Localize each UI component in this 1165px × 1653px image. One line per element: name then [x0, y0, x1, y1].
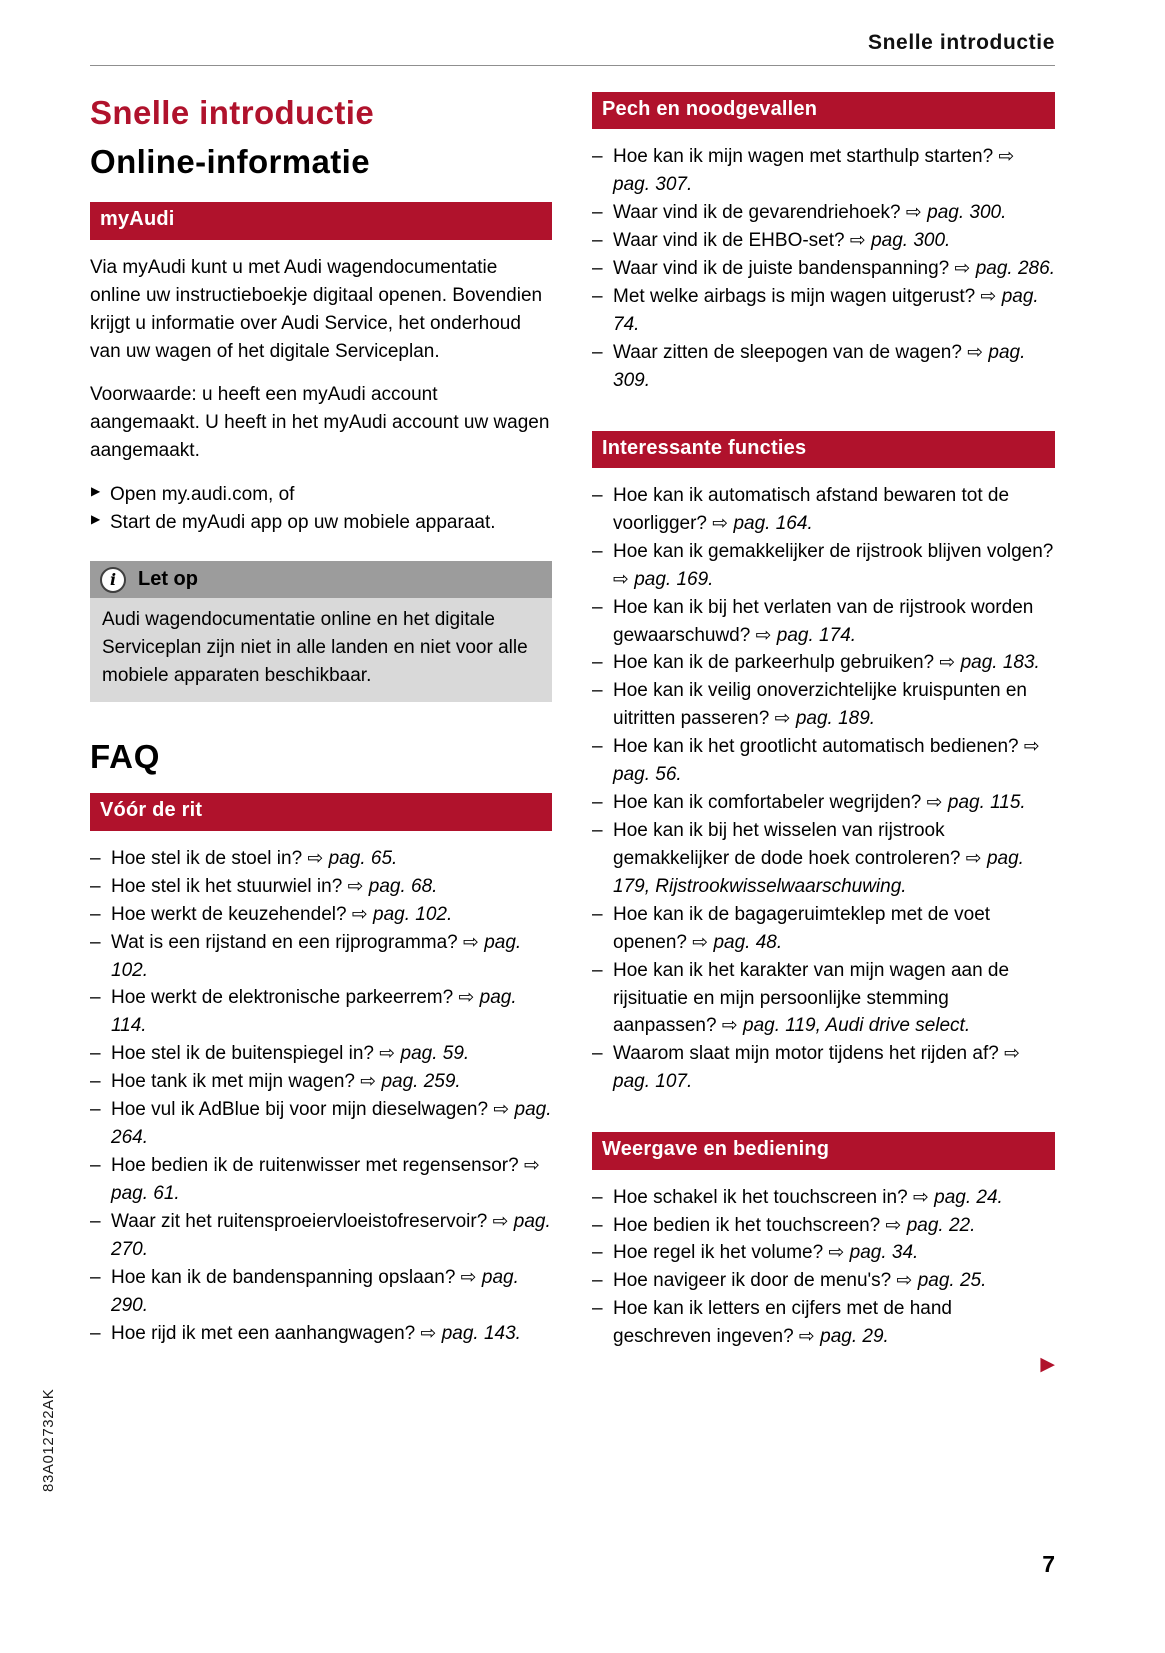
page-ref-arrow-icon: ⇨ [849, 230, 866, 252]
page-ref-text: pag. 34. [849, 1242, 919, 1264]
page-ref-arrow-icon: ⇨ [360, 1071, 377, 1093]
faq-item [592, 733, 1055, 789]
faq-item [90, 1040, 552, 1068]
faq-question: Hoe rijd ik met een aanhangwagen? [111, 1322, 416, 1344]
note-box [90, 561, 552, 702]
faq-item [592, 649, 1055, 677]
page-ref-text: pag. 183. [960, 652, 1040, 674]
dash-marker: – [592, 596, 603, 618]
dash-marker: – [90, 875, 101, 897]
faq-item [592, 227, 1055, 255]
page-reference [799, 1326, 889, 1347]
page-ref-arrow-icon: ⇨ [926, 792, 943, 814]
page-ref-text: pag. 115. [947, 792, 1026, 814]
running-header-title: Snelle introductie [868, 31, 1055, 54]
faq-item [592, 1040, 1055, 1096]
page-ref-arrow-icon: ⇨ [798, 1326, 815, 1348]
faq-item [90, 1208, 552, 1264]
faq-item [592, 1184, 1055, 1212]
banner-myaudi: myAudi [90, 202, 552, 239]
page-reference [886, 1215, 976, 1236]
list-item [90, 481, 552, 509]
faq-question: Hoe tank ik met mijn wagen? [111, 1071, 355, 1093]
section-banner: Weergave en bediening [592, 1132, 1055, 1169]
page-ref-arrow-icon: ⇨ [692, 931, 709, 953]
dash-marker: – [592, 484, 603, 506]
faq-item [592, 143, 1055, 199]
page-ref-text: pag. 22. [906, 1214, 976, 1236]
page-reference [712, 513, 812, 534]
dash-marker: – [592, 1186, 603, 1208]
page-ref-arrow-icon: ⇨ [307, 847, 324, 869]
page-reference [850, 230, 950, 251]
dash-marker: – [592, 257, 603, 279]
page-reference [955, 258, 1055, 279]
faq-question: Waar vind ik de EHBO-set? [613, 230, 845, 252]
page-ref-arrow-icon: ⇨ [613, 568, 629, 590]
faq-question: Hoe navigeer ik door de menu's? [613, 1270, 892, 1292]
faq-question: Hoe kan ik de parkeerhulp gebruiken? [613, 652, 935, 674]
page-ref-text: pag. 189. [795, 708, 876, 730]
page-ref-arrow-icon: ⇨ [998, 146, 1015, 168]
page-ref-arrow-icon: ⇨ [980, 285, 997, 307]
faq-question: Hoe kan ik het karakter van mijn wagen aan de rijsituatie en mijn persoonlijke stemming aanpassen? [613, 959, 1010, 1037]
page-ref-arrow-icon: ⇨ [939, 652, 956, 674]
faq-question: Hoe stel ik het stuurwiel in? [111, 875, 343, 897]
page-ref-arrow-icon: ⇨ [458, 987, 475, 1009]
faq-title: FAQ [90, 738, 161, 776]
info-icon-glyph: i [109, 569, 117, 589]
dash-marker: – [592, 1043, 603, 1065]
dash-marker: – [592, 792, 603, 814]
page-ref-arrow-icon: ⇨ [965, 847, 982, 869]
page-ref-arrow-icon: ⇨ [347, 875, 364, 897]
page-ref-arrow-icon: ⇨ [460, 1266, 477, 1288]
page-ref-text: pag. 300. [927, 202, 1007, 224]
dash-marker: – [592, 341, 603, 363]
faq-question: Waar vind ik de gevarendriehoek? [613, 202, 901, 224]
page-ref-text: pag. 48. [713, 931, 783, 953]
faq-item [90, 901, 552, 929]
dash-marker: – [90, 1322, 101, 1344]
page-ref-text: pag. 61. [111, 1182, 180, 1204]
section-banner: Interessante functies [592, 431, 1055, 468]
page-reference [756, 625, 856, 646]
page-reference [692, 932, 782, 953]
faq-question: Hoe stel ik de stoel in? [111, 847, 303, 869]
faq-item [90, 1152, 552, 1208]
dash-marker: – [90, 1210, 101, 1232]
faq-question: Hoe kan ik mijn wagen met starthulp starten? [613, 146, 994, 168]
faq-question: Hoe regel ik het volume? [613, 1242, 824, 1264]
dash-marker: – [90, 847, 101, 869]
faq-item [592, 339, 1055, 395]
page-reference [421, 1323, 521, 1344]
faq-item [592, 789, 1055, 817]
dash-marker: – [592, 1298, 603, 1320]
faq-question: Hoe bedien ik de ruitenwisser met regensensor? [111, 1154, 519, 1176]
faq-item [90, 929, 552, 985]
page-reference [828, 1242, 918, 1263]
page-reference [360, 1071, 460, 1092]
page-ref-text: pag. 270. [111, 1210, 551, 1260]
page-ref-arrow-icon: ⇨ [1023, 736, 1040, 758]
faq-item [592, 594, 1055, 650]
page-ref-text: pag. 65. [328, 847, 398, 869]
spine-code: 83A012732AK [40, 1388, 57, 1492]
page-reference [775, 708, 875, 729]
page-reference [307, 848, 397, 869]
page-ref-arrow-icon: ⇨ [912, 1186, 929, 1208]
page-ref-text: pag. 169. [634, 568, 714, 590]
dash-marker: – [592, 736, 603, 758]
faq-question: Hoe kan ik de bagageruimteklep met de voet openen? [613, 903, 991, 953]
faq-question: Hoe kan ik het grootlicht automatisch bedienen? [613, 736, 1019, 758]
page-reference [379, 1043, 469, 1064]
page-reference [348, 876, 438, 897]
dash-marker: – [592, 540, 603, 562]
dash-marker: – [592, 903, 603, 925]
page-reference [613, 569, 713, 590]
page-ref-text: pag. 24. [934, 1186, 1003, 1208]
page-ref-arrow-icon: ⇨ [755, 624, 772, 646]
faq-question: Hoe vul ik AdBlue bij voor mijn dieselwagen? [111, 1099, 489, 1121]
note-header [90, 561, 552, 598]
faq-item [592, 677, 1055, 733]
bullet-text: Open my.audi.com, of [110, 484, 295, 506]
faq-question: Hoe schakel ik het touchscreen in? [613, 1186, 908, 1208]
info-icon [100, 567, 126, 593]
faq-question: Hoe bedien ik het touchscreen? [613, 1214, 881, 1236]
faq-question: Hoe kan ik letters en cijfers met de hand geschreven ingeven? [613, 1298, 953, 1348]
page-reference [906, 202, 1006, 223]
dash-marker: – [592, 285, 603, 307]
page-ref-text: pag. 290. [111, 1266, 519, 1316]
faq-question: Wat is een rijstand en een rijprogramma? [111, 931, 458, 953]
faq-item [592, 957, 1055, 1041]
page-number: 7 [1042, 1551, 1055, 1577]
dash-marker: – [90, 1071, 101, 1093]
page-ref-text: pag. 286. [975, 257, 1055, 279]
page-ref-arrow-icon: ⇨ [774, 708, 791, 730]
faq-item [90, 1320, 552, 1348]
faq-list [592, 143, 1055, 394]
section-voor-de-rit [90, 793, 552, 1347]
section-banner: Pech en noodgevallen [592, 92, 1055, 129]
page-ref-text: pag. 264. [111, 1099, 552, 1149]
dash-marker: – [90, 1154, 101, 1176]
bullet-triangle-icon: ▶ [91, 484, 101, 499]
page-ref-text: pag. 307. [613, 174, 693, 196]
page-ref-text: pag. 25. [917, 1270, 987, 1292]
page-ref-text: pag. 174. [776, 624, 857, 646]
section-title-online-informatie: Online-informatie [90, 143, 370, 181]
dash-marker: – [592, 652, 603, 674]
page-ref-arrow-icon: ⇨ [1004, 1043, 1020, 1065]
faq-question: Hoe kan ik automatisch afstand bewaren tot de voorligger? [613, 484, 1010, 534]
page-reference [927, 792, 1026, 813]
section-banner: Vóór de rit [90, 793, 552, 830]
left-column [90, 92, 552, 1374]
page-ref-arrow-icon: ⇨ [896, 1270, 913, 1292]
faq-question: Hoe stel ik de buitenspiegel in? [111, 1043, 375, 1065]
faq-question: Waar zit het ruitensproeiervloeistofreservoir? [111, 1210, 488, 1232]
faq-item [592, 1295, 1055, 1351]
page-ref-arrow-icon: ⇨ [493, 1099, 510, 1121]
page-reference [897, 1270, 987, 1291]
faq-item [90, 1068, 552, 1096]
page-ref-text: pag. 143. [441, 1322, 521, 1344]
dash-marker: – [90, 1043, 101, 1065]
page-ref-text: pag. 59. [400, 1043, 470, 1065]
faq-item [90, 984, 552, 1040]
page-ref-text: pag. 74. [613, 285, 1039, 335]
page-ref-text: pag. 119, Audi drive select. [743, 1015, 971, 1037]
page-ref-text: pag. 300. [871, 230, 951, 252]
page-ref-text: pag. 102. [111, 931, 522, 981]
faq-list [90, 845, 552, 1348]
faq-question: Waarom slaat mijn motor tijdens het rijden af? [613, 1043, 999, 1065]
faq-question: Hoe kan ik veilig onoverzichtelijke kruispunten en uitritten passeren? [613, 680, 1028, 730]
bullet-list [90, 481, 552, 537]
faq-question: Hoe kan ik bij het verlaten van de rijstrook worden gewaarschuwd? [613, 596, 1034, 646]
paragraph: Via myAudi kunt u met Audi wagendocumentatie online uw instructieboekje digitaal openen. Bovendien krijgt u informatie over Audi Service, het onderhoud van uw wagen of het digitale Serviceplan. [90, 256, 543, 362]
page-ref-arrow-icon: ⇨ [721, 1015, 738, 1037]
faq-item [90, 873, 552, 901]
faq-item [592, 1212, 1055, 1240]
page-ref-text: pag. 68. [368, 875, 438, 897]
page-reference [939, 652, 1039, 673]
note-body: Audi wagendocumentatie online en het digitale Serviceplan zijn niet in alle landen en niet voor alle mobiele apparaten beschikbaar. [90, 598, 552, 702]
faq-item [90, 1096, 552, 1152]
page-ref-text: pag. 309. [613, 341, 1026, 391]
page-ref-text: pag. 259. [381, 1071, 461, 1093]
dash-marker: – [592, 146, 603, 168]
page-ref-arrow-icon: ⇨ [905, 202, 922, 224]
list-item [90, 509, 552, 537]
dash-marker: – [90, 987, 101, 1009]
faq-question: Met welke airbags is mijn wagen uitgerust? [613, 285, 976, 307]
section-pech-en-noodgevallen [592, 92, 1055, 395]
dash-marker: – [592, 1214, 603, 1236]
dash-marker: – [592, 680, 603, 702]
dash-marker: – [592, 1242, 603, 1264]
continuation-arrow-icon: ▶ [1040, 1354, 1055, 1376]
page-title: Snelle introductie [90, 93, 375, 131]
dash-marker: – [90, 1266, 101, 1288]
faq-item [90, 1264, 552, 1320]
faq-item [592, 482, 1055, 538]
right-column [592, 92, 1055, 1374]
faq-question: Hoe werkt de keuzehendel? [111, 903, 347, 925]
page-ref-arrow-icon: ⇨ [712, 512, 729, 534]
page-ref-arrow-icon: ⇨ [351, 903, 368, 925]
section-interessante-functies [592, 431, 1055, 1097]
bullet-text: Start de myAudi app op uw mobiele apparaat. [110, 512, 496, 534]
faq-item [592, 901, 1055, 957]
dash-marker: – [592, 820, 603, 841]
faq-question: Hoe kan ik de bandenspanning opslaan? [111, 1266, 456, 1288]
dash-marker: – [90, 931, 101, 953]
page-ref-text: pag. 179, Rijstrookwisselwaarschuwing. [613, 847, 1024, 897]
page-ref-arrow-icon: ⇨ [954, 257, 971, 279]
page-reference [352, 904, 452, 925]
page-reference [722, 1015, 970, 1036]
faq-question: Waar vind ik de juiste bandenspanning? [613, 257, 950, 279]
faq-item [592, 1239, 1055, 1267]
page-ref-arrow-icon: ⇨ [463, 931, 479, 953]
faq-question: Hoe kan ik gemakkelijker de rijstrook blijven volgen? [613, 540, 1054, 562]
faq-question: Hoe kan ik comfortabeler wegrijden? [613, 792, 922, 814]
page-ref-arrow-icon: ⇨ [523, 1154, 540, 1176]
page-ref-text: pag. 102. [373, 903, 453, 925]
page-ref-arrow-icon: ⇨ [492, 1210, 509, 1232]
faq-item [592, 255, 1055, 283]
dash-marker: – [90, 1099, 101, 1121]
faq-question: Waar zitten de sleepogen van de wagen? [613, 341, 962, 363]
section-weergave-en-bediening [592, 1132, 1055, 1351]
page-ref-text: pag. 107. [613, 1071, 693, 1093]
page-reference [913, 1187, 1003, 1208]
faq-list [592, 482, 1055, 1096]
page-ref-arrow-icon: ⇨ [967, 341, 984, 363]
faq-item [592, 283, 1055, 339]
page-content [0, 66, 1165, 1374]
faq-question: Hoe kan ik bij het wisselen van rijstrook gemakkelijker de dode hoek controleren? [613, 820, 961, 869]
page-ref-text: pag. 114. [111, 987, 517, 1037]
paragraph: Voorwaarde: u heeft een myAudi account aangemaakt. U heeft in het myAudi account uw wagen aangemaakt. [90, 384, 550, 462]
page-ref-text: pag. 29. [820, 1326, 889, 1348]
dash-marker: – [592, 230, 603, 252]
page-ref-text: pag. 164. [733, 512, 813, 534]
page-ref-text: pag. 56. [613, 764, 682, 786]
faq-item [90, 845, 552, 873]
faq-question: Hoe werkt de elektronische parkeerrem? [111, 987, 454, 1009]
page-ref-arrow-icon: ⇨ [379, 1043, 396, 1065]
dash-marker: – [592, 1270, 603, 1292]
faq-list [592, 1184, 1055, 1352]
faq-item [592, 199, 1055, 227]
dash-marker: – [592, 202, 603, 224]
running-header [0, 0, 1165, 66]
bullet-triangle-icon: ▶ [91, 512, 101, 527]
page-ref-arrow-icon: ⇨ [885, 1214, 902, 1236]
dash-marker: – [90, 903, 101, 925]
faq-item [592, 817, 1055, 901]
page-ref-arrow-icon: ⇨ [828, 1242, 845, 1264]
dash-marker: – [592, 959, 603, 981]
faq-item [592, 1267, 1055, 1295]
note-title: Let op [138, 568, 198, 591]
faq-item [592, 538, 1055, 594]
page-ref-arrow-icon: ⇨ [420, 1322, 437, 1344]
